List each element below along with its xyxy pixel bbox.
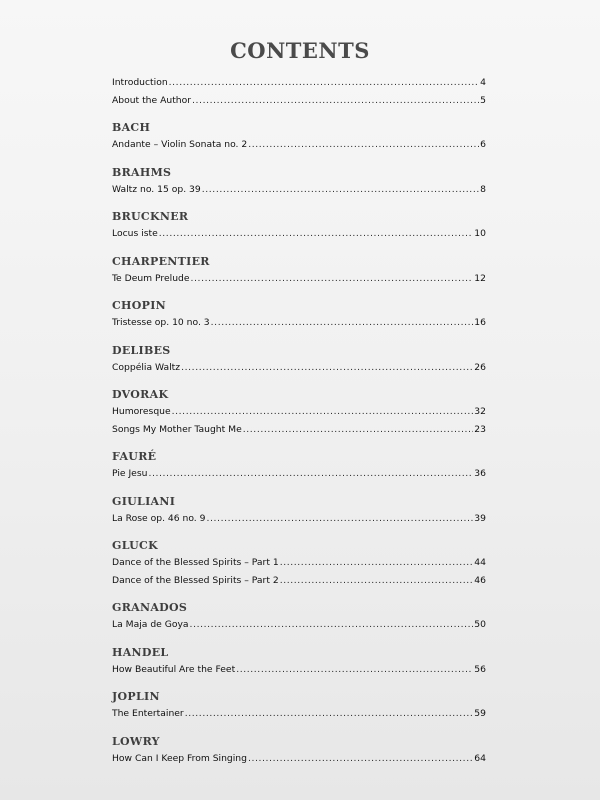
toc-entry (112, 314, 486, 332)
entry-title: La Rose op. 46 no. 9 (112, 512, 206, 524)
entry-page-number: 32 (474, 406, 486, 417)
entry-title: Dance of the Blessed Spirits – Part 1 (112, 557, 279, 568)
toc-entry (112, 403, 486, 421)
entry-page-number: 46 (474, 574, 486, 586)
dot-leader (181, 359, 473, 377)
dot-leader (280, 554, 474, 572)
composer-section (112, 600, 486, 634)
dot-leader (191, 270, 474, 288)
entry-page-number: 8 (480, 183, 486, 195)
entry-title: Coppélia Waltz (112, 361, 181, 373)
dot-leader (190, 616, 474, 634)
entry-page-number: 59 (474, 708, 486, 719)
entry-page-number: 36 (474, 468, 486, 479)
intro-entries (112, 74, 486, 109)
composer-heading: CHARPENTIER (112, 254, 210, 268)
dot-leader (172, 403, 474, 421)
dot-leader (248, 750, 473, 768)
entry-title: Humoresque (112, 406, 171, 417)
entry-title: Songs My Mother Taught Me (112, 423, 242, 435)
dot-leader (148, 465, 473, 483)
toc-entry (112, 661, 486, 679)
entry-title: How Can I Keep From Singing (112, 752, 247, 764)
composer-section (112, 165, 486, 199)
entry-title: The Entertainer (112, 708, 184, 719)
composer-heading: JOPLIN (112, 690, 160, 703)
toc-entry (112, 270, 486, 288)
composer-heading: BRUCKNER (112, 210, 189, 223)
toc-entry (112, 421, 486, 439)
entry-title: About the Author (112, 94, 192, 106)
composer-section (112, 387, 486, 438)
entry-title: Locus iste (112, 228, 158, 239)
dot-leader (211, 314, 474, 332)
entry-title: La Maja de Goya (112, 619, 189, 630)
composer-heading: BRAHMS (112, 165, 172, 179)
entry-title: Pie Jesu (112, 468, 148, 479)
entry-page-number: 56 (474, 663, 486, 675)
dot-leader (236, 661, 473, 679)
entry-page-number: 10 (474, 228, 486, 239)
entry-title: Introduction (112, 77, 168, 88)
dot-leader (248, 136, 479, 154)
entry-page-number: 39 (474, 512, 486, 524)
entry-title: How Beautiful Are the Feet (112, 663, 236, 675)
composer-heading: GLUCK (112, 539, 158, 552)
composer-heading: FAURÉ (112, 450, 157, 463)
composer-heading: CHOPIN (112, 299, 167, 312)
composer-section (112, 449, 486, 483)
composer-section (112, 298, 486, 332)
composer-heading: GRANADOS (112, 601, 188, 614)
toc-entry (112, 225, 486, 243)
composer-section (112, 209, 486, 243)
composer-section (112, 494, 486, 528)
entry-page-number: 12 (474, 272, 486, 284)
entry-page-number: 44 (474, 557, 486, 568)
toc-entry (112, 359, 486, 377)
composer-heading: HANDEL (112, 645, 169, 659)
entry-page-number: 4 (480, 77, 486, 88)
composer-section (112, 343, 486, 377)
toc-entry (112, 465, 486, 483)
toc-entry (112, 705, 486, 723)
entry-title: Te Deum Prelude (112, 272, 190, 284)
dot-leader (169, 74, 480, 92)
composer-section (112, 645, 486, 679)
composer-heading: BACH (112, 121, 151, 134)
composer-heading: LOWRY (112, 734, 160, 748)
composer-section (112, 734, 486, 768)
composer-section (112, 689, 486, 723)
toc-entry (112, 136, 486, 154)
toc-entry (112, 510, 486, 528)
dot-leader (207, 510, 474, 528)
toc-entry (112, 572, 486, 590)
entry-title: Tristesse op. 10 no. 3 (112, 317, 210, 328)
toc-entry (112, 554, 486, 572)
entry-page-number: 26 (474, 361, 486, 373)
composer-sections (112, 120, 486, 767)
entry-page-number: 6 (480, 139, 486, 150)
composer-section (112, 254, 486, 288)
dot-leader (185, 705, 474, 723)
composer-heading: GIULIANI (112, 494, 176, 508)
toc-entry (112, 616, 486, 634)
table-of-contents (112, 74, 486, 767)
dot-leader (192, 92, 479, 110)
dot-leader (280, 572, 474, 590)
entry-title: Waltz no. 15 op. 39 (112, 183, 201, 195)
entry-title: Dance of the Blessed Spirits – Part 2 (112, 574, 279, 586)
composer-section (112, 538, 486, 589)
toc-entry (112, 74, 486, 92)
dot-leader (243, 421, 474, 439)
entry-page-number: 50 (474, 619, 486, 630)
page-title: CONTENTS (230, 38, 370, 63)
toc-entry (112, 181, 486, 199)
entry-page-number: 16 (474, 317, 486, 328)
composer-section (112, 120, 486, 154)
dot-leader (202, 181, 479, 199)
toc-entry (112, 92, 486, 110)
entry-page-number: 64 (474, 752, 486, 764)
composer-heading: DVORAK (112, 388, 169, 401)
entry-title: Andante – Violin Sonata no. 2 (112, 139, 248, 150)
composer-heading: DELIBES (112, 343, 171, 357)
dot-leader (159, 225, 474, 243)
entry-page-number: 5 (480, 94, 486, 106)
toc-entry (112, 750, 486, 768)
entry-page-number: 23 (474, 423, 486, 435)
